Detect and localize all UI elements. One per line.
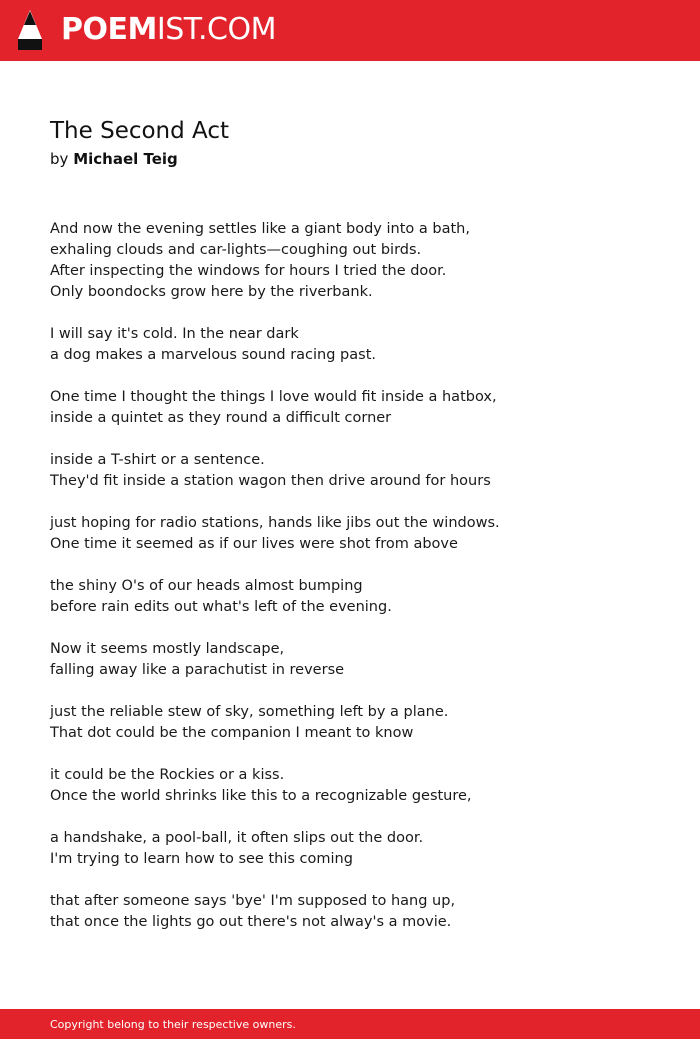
poem-title: The Second Act xyxy=(50,118,230,144)
poem-stanza xyxy=(50,702,650,744)
poem-line: That dot could be the companion I meant to know xyxy=(50,725,414,741)
poem-byline xyxy=(50,148,178,170)
site-header xyxy=(0,0,700,61)
poem-stanza xyxy=(50,828,650,870)
poem-line: before rain edits out what's left of the evening. xyxy=(50,599,392,615)
by-label: by xyxy=(50,150,69,168)
poem-stanza xyxy=(50,639,650,681)
pencil-tip-icon[interactable] xyxy=(17,9,43,51)
poem-line: One time it seemed as if our lives were shot from above xyxy=(50,536,458,552)
copyright-notice: Copyright belong to their respective owners. xyxy=(50,1018,296,1031)
poem-body xyxy=(50,219,650,954)
site-logo[interactable] xyxy=(61,11,276,49)
poem-line: it could be the Rockies or a kiss. xyxy=(50,767,285,783)
poem-stanza xyxy=(50,576,650,618)
poem-line: I will say it's cold. In the near dark xyxy=(50,326,299,342)
poem-line: just hoping for radio stations, hands like jibs out the windows. xyxy=(50,515,500,531)
poem-line: the shiny O's of our heads almost bumping xyxy=(50,578,363,594)
site-footer xyxy=(0,1009,700,1039)
poem-stanza xyxy=(50,891,650,933)
poem-line: inside a T-shirt or a sentence. xyxy=(50,452,265,468)
poem-stanza xyxy=(50,219,650,303)
poem-line: After inspecting the windows for hours I tried the door. xyxy=(50,263,447,279)
poem-line: And now the evening settles like a giant body into a bath, xyxy=(50,221,470,237)
poem-stanza xyxy=(50,324,650,366)
poem-line: that after someone says 'bye' I'm supposed to hang up, xyxy=(50,893,456,909)
poem-stanza xyxy=(50,450,650,492)
poem-line: inside a quintet as they round a difficult corner xyxy=(50,410,392,426)
poem-stanza xyxy=(50,387,650,429)
poem-line: a dog makes a marvelous sound racing past. xyxy=(50,347,376,363)
poem-line: falling away like a parachutist in reverse xyxy=(50,662,345,678)
poem-line: I'm trying to learn how to see this coming xyxy=(50,851,353,867)
poem-line: exhaling clouds and car-lights—coughing out birds. xyxy=(50,242,422,258)
logo-light-text: IST.COM xyxy=(156,12,276,47)
poem-line: that once the lights go out there's not alway's a movie. xyxy=(50,914,452,930)
poem-stanza xyxy=(50,513,650,555)
poem-line: Now it seems mostly landscape, xyxy=(50,641,285,657)
poem-line: just the reliable stew of sky, something left by a plane. xyxy=(50,704,449,720)
poem-line: They'd fit inside a station wagon then drive around for hours xyxy=(50,473,491,489)
author-name: Michael Teig xyxy=(73,150,178,168)
poem-stanza xyxy=(50,765,650,807)
poem-line: Once the world shrinks like this to a recognizable gesture, xyxy=(50,788,472,804)
poem-line: One time I thought the things I love would fit inside a hatbox, xyxy=(50,389,497,405)
poem-line: a handshake, a pool-ball, it often slips out the door. xyxy=(50,830,424,846)
logo-bold-text: POEM xyxy=(61,12,157,47)
poem-line: Only boondocks grow here by the riverbank. xyxy=(50,284,373,300)
